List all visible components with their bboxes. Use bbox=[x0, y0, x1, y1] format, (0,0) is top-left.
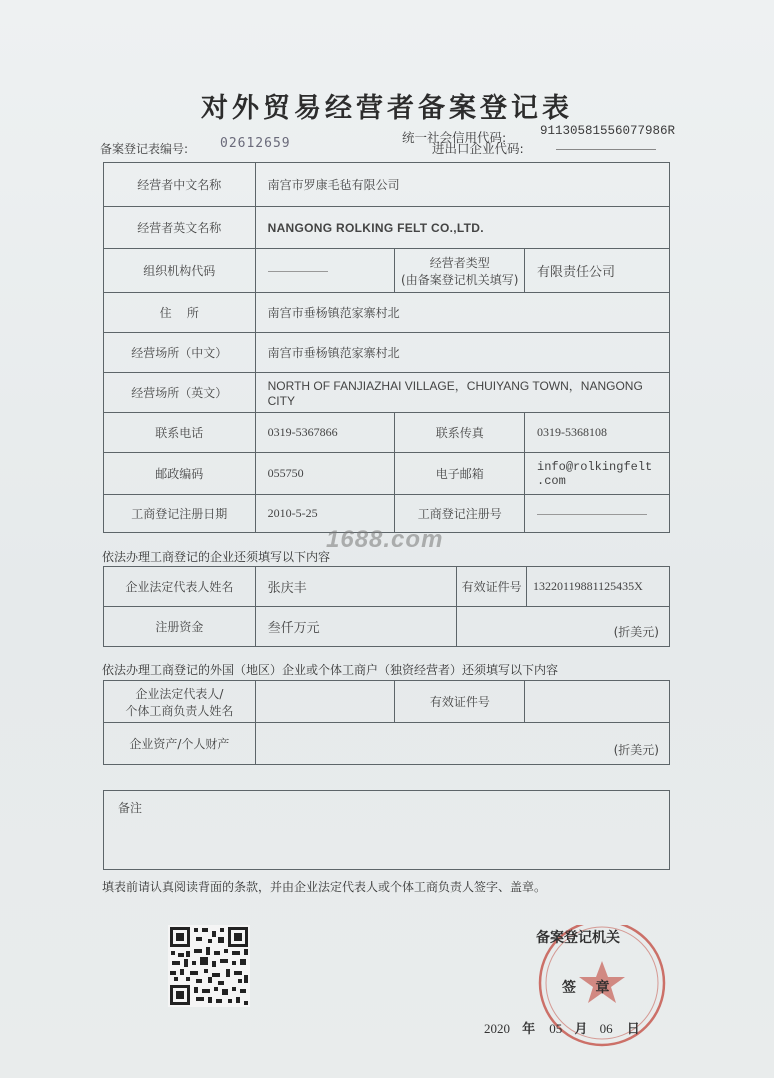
type-label bbox=[395, 249, 525, 293]
foreign-id-label: 有效证件号 bbox=[395, 681, 525, 723]
qr-code bbox=[168, 925, 250, 1007]
address-label: 住 所 bbox=[104, 293, 256, 333]
section1-table bbox=[103, 566, 670, 647]
assets-usd-label: (折美元) bbox=[613, 743, 659, 757]
site-cn-value: 南宫市垂杨镇范家寨村北 bbox=[255, 333, 669, 373]
email-value-line2: .com bbox=[537, 473, 566, 488]
ie-code-blank bbox=[556, 149, 656, 150]
site-cn-label: 经营场所（中文） bbox=[104, 333, 256, 373]
id-value: 13220119881125435X bbox=[527, 567, 670, 607]
type-label-line1: 经营者类型 bbox=[429, 255, 490, 270]
capital-value: 叁仟万元 bbox=[255, 607, 457, 647]
credit-code-label: 统一社会信用代码: bbox=[402, 130, 507, 145]
date-day: 06 bbox=[599, 1021, 613, 1036]
address-value: 南宫市垂杨镇范家寨村北 bbox=[255, 293, 669, 333]
cn-name-value: 南宫市罗康毛毡有限公司 bbox=[255, 163, 669, 207]
rep-label: 企业法定代表人姓名 bbox=[104, 567, 256, 607]
date-day-unit: 日 bbox=[626, 1022, 640, 1037]
remarks-label: 备注 bbox=[118, 801, 143, 815]
site-en-label: 经营场所（英文） bbox=[104, 373, 256, 413]
date-month-unit: 月 bbox=[574, 1022, 588, 1037]
capital-usd-label: (折美元) bbox=[613, 625, 659, 639]
serial-value: 02612659 bbox=[220, 136, 291, 151]
en-name-label: 经营者英文名称 bbox=[104, 207, 256, 249]
date-month: 05 bbox=[549, 1021, 563, 1036]
reg-no-value bbox=[525, 495, 670, 533]
remarks-cell bbox=[104, 791, 670, 870]
phone-value: 0319-5367866 bbox=[255, 413, 395, 453]
rep-value: 张庆丰 bbox=[255, 567, 457, 607]
reg-date-value: 2010-5-25 bbox=[255, 495, 395, 533]
assets-label: 企业资产/个人财产 bbox=[104, 723, 256, 765]
authority-title: 备案登记机关 bbox=[536, 930, 620, 946]
section2-heading: 依法办理工商登记的外国（地区）企业或个体工商户（独资经营者）还须填写以下内容 bbox=[102, 663, 559, 677]
foreign-rep-label-line1: 企业法定代表人/ bbox=[135, 686, 224, 701]
credit-code-value: 91130581556077986R bbox=[540, 124, 676, 138]
remarks-table bbox=[103, 790, 670, 870]
email-value-line1: info@rolkingfelt bbox=[537, 459, 653, 474]
type-label-line2: (由备案登记机关填写) bbox=[401, 272, 519, 287]
authority-date bbox=[484, 1018, 640, 1037]
fax-label: 联系传真 bbox=[395, 413, 525, 453]
ie-code-label: 进出口企业代码: bbox=[432, 141, 524, 156]
main-info-table bbox=[103, 162, 670, 533]
fax-value: 0319-5368108 bbox=[525, 413, 670, 453]
foreign-rep-label-line2: 个体工商负责人姓名 bbox=[125, 703, 234, 718]
email-value bbox=[525, 453, 670, 495]
org-code-blank bbox=[268, 271, 328, 272]
reg-no-blank bbox=[537, 514, 647, 515]
postcode-label: 邮政编码 bbox=[104, 453, 256, 495]
serial-label: 备案登记表编号: bbox=[100, 142, 189, 156]
email-label: 电子邮箱 bbox=[395, 453, 525, 495]
footer-note: 填表前请认真阅读背面的条款，并由企业法定代表人或个体工商负责人签字、盖章。 bbox=[102, 880, 547, 894]
watermark-1688: 1688.com bbox=[326, 526, 444, 553]
org-code-value bbox=[255, 249, 395, 293]
date-year-unit: 年 bbox=[522, 1022, 536, 1037]
org-code-label: 组织机构代码 bbox=[104, 249, 256, 293]
capital-label: 注册资金 bbox=[104, 607, 256, 647]
type-value: 有限责任公司 bbox=[525, 249, 670, 293]
capital-usd-cell bbox=[457, 607, 670, 647]
form-title: 对外贸易经营者备案登记表 bbox=[201, 93, 573, 124]
phone-label: 联系电话 bbox=[104, 413, 256, 453]
section1-heading: 依法办理工商登记的企业还须填写以下内容 bbox=[102, 550, 331, 564]
qr-code-graphic bbox=[168, 925, 250, 1007]
reg-no-label: 工商登记注册号 bbox=[395, 495, 525, 533]
id-label: 有效证件号 bbox=[457, 567, 527, 607]
en-name-value: NANGONG ROLKING FELT CO.,LTD. bbox=[255, 207, 669, 249]
cn-name-label: 经营者中文名称 bbox=[104, 163, 256, 207]
postcode-value: 055750 bbox=[255, 453, 395, 495]
assets-usd-cell bbox=[255, 723, 669, 765]
authority-sign: 签 章 bbox=[562, 980, 610, 996]
foreign-rep-value bbox=[255, 681, 395, 723]
foreign-rep-label bbox=[104, 681, 256, 723]
section2-table bbox=[103, 680, 670, 765]
foreign-id-value bbox=[525, 681, 670, 723]
date-year: 2020 bbox=[484, 1021, 510, 1036]
reg-date-label: 工商登记注册日期 bbox=[104, 495, 256, 533]
site-en-value: NORTH OF FANJIAZHAI VILLAGE，CHUIYANG TOWN，NANGONG CITY bbox=[255, 373, 669, 413]
